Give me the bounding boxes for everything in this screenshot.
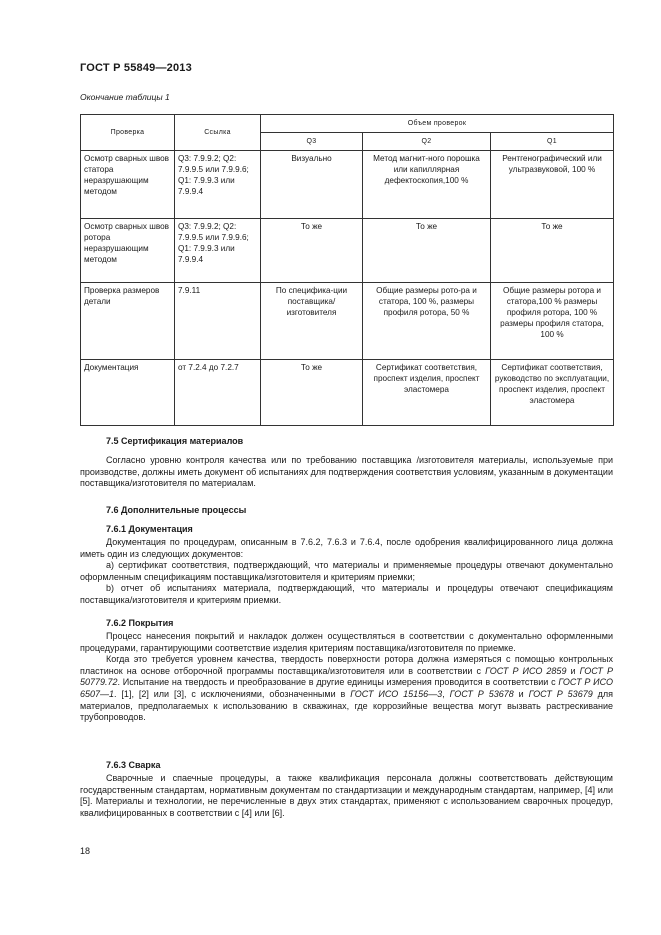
cell-q2: Общие размеры рото-ра и статора, 100 %, размеры профиля ротора, 50 % [363,283,491,360]
cell-q3: Визуально [261,151,363,219]
standard-reference: ГОСТ Р 53678 [449,688,514,699]
section-7-6-2-heading: 7.6.2 Покрытия [106,618,174,628]
section-7-5-body [80,455,613,490]
standard-reference: ГОСТ Р 53679 [528,688,593,699]
cell-ref: Q3: 7.9.9.2; Q2: 7.9.9.5 или 7.9.9.6; Q1: 7.9.9.3 или 7.9.9.4 [175,151,261,219]
standard-reference: ГОСТ Р 50779.72 [80,665,613,688]
paragraph: Согласно уровню контроля качества или по требованию поставщика /изготовителя материалы, используемые при производстве, должны иметь документ об испытаниях для подтверждения соответствия условиям, указанным в документации поставщика/изготовителя по материалам. [80,455,613,489]
standard-reference: ГОСТ ИСО 15156—3 [350,688,443,699]
table-row [81,219,614,283]
cell-q1: Рентгенографический или ультразвуковой, 100 % [491,151,614,219]
document-header: ГОСТ Р 55849—2013 [80,62,192,74]
inspection-table [80,114,614,426]
paragraph: Документация по процедурам, описанным в 7.6.2, 7.6.3 и 7.6.4, после одобрения квалифицированного лица должна иметь один из следующих документов: [80,537,613,559]
paragraph: Процесс нанесения покрытий и накладок должен осуществляться в соответствии с документально оформленными процедурами, гарантирующими соответствие изделия критериям поставщика/изготовителя по приемке. [80,631,613,653]
cell-q2: Метод магнит-ного порошка или капиллярная дефектоскопия,100 % [363,151,491,219]
cell-q1: Общие размеры ротора и статора,100 % размеры профиля ротора, 100 % размеры профиля статора, 100 % [491,283,614,360]
cell-ref: от 7.2.4 до 7.2.7 [175,360,261,426]
cell-ref: 7.9.11 [175,283,261,360]
section-7-6-3-heading: 7.6.3 Сварка [106,760,161,770]
cell-q2: То же [363,219,491,283]
cell-check: Осмотр сварных швов ротора неразрушающим методом [81,219,175,283]
header-q2: Q2 [363,133,491,151]
section-7-6-1-heading: 7.6.1 Документация [106,524,193,534]
header-ref: Ссылка [175,115,261,151]
cell-check: Документация [81,360,175,426]
header-q1: Q1 [491,133,614,151]
table-caption: Окончание таблицы 1 [80,92,170,102]
section-7-6-heading: 7.6 Дополнительные процессы [106,505,247,515]
table-row [81,283,614,360]
section-7-6-1-body [80,537,613,607]
header-q3: Q3 [261,133,363,151]
section-7-5-heading: 7.5 Сертификация материалов [106,436,244,446]
header-scope: Объем проверок [261,115,614,133]
header-check: Проверка [81,115,175,151]
cell-check: Проверка размеров детали [81,283,175,360]
paragraph: Когда это требуется уровнем качества, твердость поверхности ротора должна измеряться с помощью контрольных пластинок на основе отборочной программы поставщика/изготовителя или в соответствии с ГОСТ Р ИСО 2859 и ГОСТ Р 50779.72. Испытание на твердость и преобразование в другие единицы измерения проводится в соответствии с ГОСТ Р ИСО 6507—1. [1], [2] или [3], с исключениями, обозначенными в ГОСТ ИСО 15156—3, ГОСТ Р 53678 и ГОСТ Р 53679 для материалов, предполагаемых к использованию в скважинах, где коррозийные вещества могут вызвать растрескивание трубопроводов. [80,654,613,723]
cell-ref: Q3: 7.9.9.2; Q2: 7.9.9.5 или 7.9.9.6; Q1: 7.9.9.3 или 7.9.9.4 [175,219,261,283]
standard-reference: ГОСТ Р ИСО 2859 [485,665,567,676]
paragraph: Сварочные и спаечные процедуры, а также квалификация персонала должны соответствовать действующим государственным стандартам, нормативным документам по стандартизации и международным стандартам, например, [4] или [5]. Материалы и технологии, не перечисленные в двух этих стандартах, применяют с использованием сварочных процедур, квалифицированных в соответствии с [4] или [6]. [80,773,613,818]
cell-q1: Сертификат соответствия, руководство по эксплуатации, проспект изделия, проспект эластомера [491,360,614,426]
list-item: а) сертификат соответствия, подтверждающий, что материалы и применяемые процедуры отвечают документально оформленным спецификациям поставщика/изготовителя и критериям приемки; [80,560,613,582]
page-number: 18 [80,846,91,856]
cell-q3: То же [261,219,363,283]
cell-q2: Сертификат соответствия, проспект изделия, проспект эластомера [363,360,491,426]
cell-check: Осмотр сварных швов статора неразрушающим методом [81,151,175,219]
cell-q3: То же [261,360,363,426]
table-row [81,151,614,219]
table-row [81,360,614,426]
standard-reference: ГОСТ Р ИСО 6507—1 [80,677,613,699]
cell-q1: То же [491,219,614,283]
cell-q3: По специфика-ции поставщика/ изготовителя [261,283,363,360]
section-7-6-2-body [80,631,613,724]
list-item: b) отчет об испытаниях материала, подтверждающий, что материалы и процедуры отвечают спецификациям поставщика/изготовителя и критериям приемки. [80,583,613,605]
section-7-6-3-body [80,773,613,819]
